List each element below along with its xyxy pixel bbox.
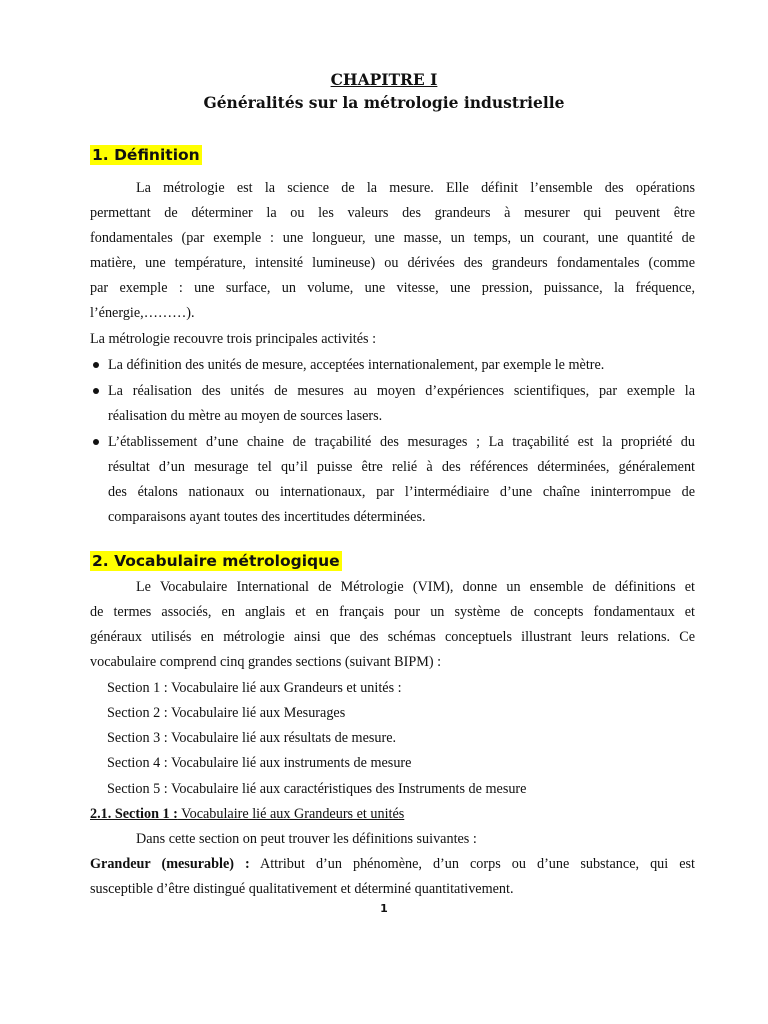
chapter-title: Généralités sur la métrologie industrielle: [203, 93, 565, 112]
sub-heading: [90, 805, 695, 823]
paragraph-line: par exemple : une surface, un volume, une vitesse, une pression, puissance, la fréquence,: [90, 280, 695, 296]
section-list-item: Section 2 : Vocabulaire lié aux Mesurages: [107, 705, 346, 721]
bullet-line: réalisation du mètre au moyen de sources lasers.: [108, 408, 383, 424]
paragraph-line: permettant de déterminer la ou les valeurs des grandeurs à mesurer qui peuvent être: [90, 205, 695, 221]
bullet-icon: [93, 439, 99, 445]
paragraph-line: de termes associés, en anglais et en français pour un système de concepts fondamentaux et: [90, 604, 695, 620]
chapter-label: [0, 70, 768, 89]
paragraph-line: La métrologie est la science de la mesure. Elle définit l’ensemble des opérations: [136, 180, 695, 196]
page-number: 1: [380, 902, 388, 915]
paragraph-line: généraux utilisés en métrologie ainsi que des schémas conceptuels illustrant leurs relations. Ce: [90, 629, 695, 645]
bullet-line: comparaisons ayant toutes des incertitudes déterminées.: [108, 509, 426, 525]
paragraph-line: Le Vocabulaire International de Métrologie (VIM), donne un ensemble de définitions et: [136, 579, 695, 595]
paragraph-line: l’énergie,………).: [90, 305, 195, 321]
definition-line: susceptible d’être distingué qualitativement et déterminé quantitativement.: [90, 881, 514, 897]
section-list-item: Section 4 : Vocabulaire lié aux instruments de mesure: [107, 755, 412, 771]
section-list-item: Section 1 : Vocabulaire lié aux Grandeurs et unités :: [107, 680, 402, 696]
bullet-line: La définition des unités de mesure, acceptées internationalement, par exemple le mètre.: [108, 357, 605, 373]
section-heading-vocabulaire: 2. Vocabulaire métrologique: [92, 552, 340, 570]
definition-term: Grandeur (mesurable) :: [90, 856, 250, 872]
activities-intro: La métrologie recouvre trois principales activités :: [90, 331, 377, 347]
paragraph-line: vocabulaire comprend cinq grandes sections (suivant BIPM) :: [90, 654, 442, 670]
bullet-icon: [93, 388, 99, 394]
bullet-line: résultat d’un mesurage tel qu’il puisse être relié à des références déterminées, généralement: [108, 459, 695, 475]
bullet-line: L’établissement d’une chaine de traçabilité des mesurages ; La traçabilité est la propriété du: [108, 434, 695, 450]
section-list-item: Section 3 : Vocabulaire lié aux résultats de mesure.: [107, 730, 397, 746]
definition-line: [90, 855, 695, 873]
bullet-line: La réalisation des unités de mesures au moyen d’expériences scientifiques, par exemple la: [108, 383, 695, 399]
chapter-label-text: CHAPITRE I: [330, 70, 438, 89]
sub-intro: Dans cette section on peut trouver les définitions suivantes :: [136, 831, 477, 847]
sub-heading-text: Vocabulaire lié aux Grandeurs et unités: [177, 806, 405, 822]
paragraph-line: matière, une température, intensité lumineuse) ou dérivées des grandeurs fondamentales (comme: [90, 255, 695, 271]
bullet-icon: [93, 362, 99, 368]
sub-heading-label: 2.1. Section 1 :: [90, 806, 178, 822]
bullet-line: des étalons nationaux ou internationaux, par l’intermédiaire d’une chaîne ininterrompue de: [108, 484, 695, 500]
section-heading-definition: 1. Définition: [92, 146, 200, 164]
paragraph-line: fondamentales (par exemple : une longueur, une masse, un temps, un courant, une quantité de: [90, 230, 695, 246]
definition-text: Attribut d’un phénomène, d’un corps ou d’une substance, qui est: [249, 856, 695, 872]
section-list-item: Section 5 : Vocabulaire lié aux caractéristiques des Instruments de mesure: [107, 781, 527, 797]
